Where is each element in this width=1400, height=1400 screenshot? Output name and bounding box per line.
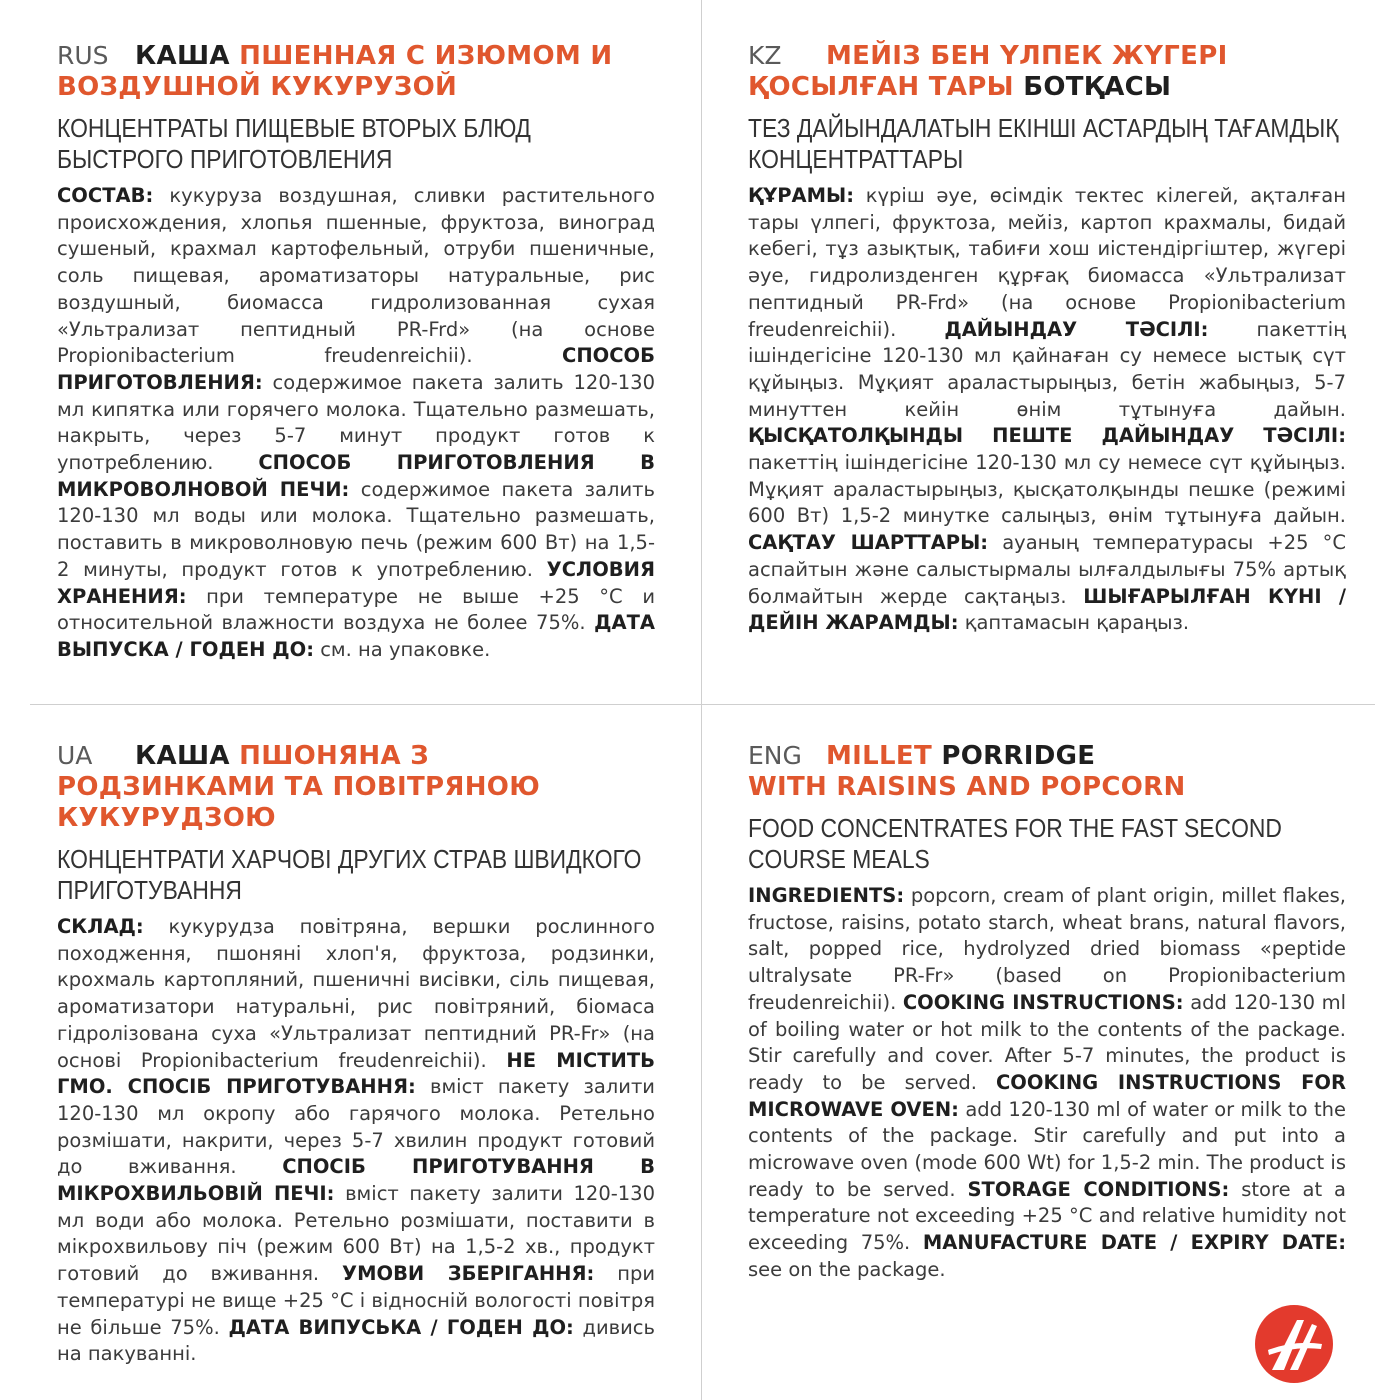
heading-microwave: СПОСІБ ПРИГОТУВАННЯ В МІКРОХВИЛЬОВІЙ ПЕЧІ: (57, 1155, 655, 1206)
text-ingredients: popcorn, cream of plant origin, millet flakes, fructose, raisins, potato starch, wheat brans, natural flavors, salt, popped rice, hydrolyzed dried biomass «peptide ultralysate PR-Fr» (based on Propionibacterium freudenreichii). (748, 884, 1346, 1014)
subtitle-ua: КОНЦЕНТРАТИ ХАРЧОВІ ДРУГИХ СТРАВ ШВИДКОГО ПРИГОТУВАННЯ (57, 844, 642, 905)
subtitle-eng: FOOD CONCENTRATES FOR THE FAST SECOND COURSE MEALS (748, 813, 1282, 874)
heading-ingredients: INGREDIENTS: (748, 884, 905, 907)
title-rus (57, 40, 655, 103)
text-storage: при температуре не выше +25 °С и относительной влажности воздуха не более 75%. (57, 584, 655, 635)
subtitle-rus: КОНЦЕНТРАТЫ ПИЩЕВЫЕ ВТОРЫХ БЛЮД БЫСТРОГО ПРИГОТОВЛЕНИЯ (57, 113, 531, 174)
vertical-divider (701, 0, 702, 1400)
title-dark: PORRIDGE (941, 741, 1096, 771)
heading-cooking: ДАЙЫНДАУ ТӘСІЛІ: (944, 317, 1209, 341)
title-accent: ПШОНЯНА З РОДЗИНКАМИ ТА ПОВІТРЯНОЮ КУКУРУДЗОЮ (57, 741, 541, 833)
text-date: see on the package. (748, 1257, 946, 1281)
heading-storage: УСЛОВИЯ ХРАНЕНИЯ: (57, 557, 655, 608)
text-microwave: содержимое пакета залить 120-130 мл воды или молока. Тщательно размешать, поставить в микроволновую печь (режим 600 Вт) на 1,5-2 минуты, продукт готов к употреблению. (57, 477, 655, 581)
heading-cooking: СПОСОБ ПРИГОТОВЛЕНИЯ: (57, 344, 655, 394)
text-date: см. на упаковке. (314, 637, 491, 661)
panel-eng (748, 740, 1346, 1284)
heading-date: ДАТА ВЫПУСКА / ГОДЕН ДО: (57, 611, 655, 661)
heading-microwave: СПОСОБ ПРИГОТОВЛЕНИЯ В МИКРОВОЛНОВОЙ ПЕЧИ: (57, 451, 655, 501)
text-storage: store at a temperature not exceeding +25 °C and relative humidity not exceeding 75%. (748, 1177, 1347, 1255)
heading-microwave: COOKING INSTRUCTIONS FOR MICROWAVE OVEN: (748, 1070, 1346, 1121)
panel-ua (57, 740, 655, 1368)
heading-gmo: НЕ МІСТИТЬ ГМО. (57, 1048, 656, 1099)
title-accent-2: WITH RAISINS AND POPCORN (748, 772, 1186, 802)
subtitle-kz: ТЕЗ ДАЙЫНДАЛАТЫН ЕКІНШІ АСТАРДЫҢ ТАҒАМДЫҚ КОНЦЕНТРАТТАРЫ (748, 113, 1339, 174)
body-rus (57, 183, 655, 664)
text-microwave: add 120-130 ml of water or milk to the contents of the package. Stir carefully and put into a microwave oven (mode 600 Wt) for 1,5-2 min. The product is ready to be served. (748, 1097, 1346, 1201)
text-date: дивись на пакуванні. (57, 1315, 656, 1366)
title-eng (748, 740, 1346, 803)
body-eng (748, 883, 1346, 1284)
heading-ingredients: ҚҰРАМЫ: (748, 184, 855, 207)
lang-code: UA (57, 741, 93, 770)
text-ingredients: күріш әуе, өсімдік тектес кілегей, ақталған тары үлпегі, фруктоза, мейіз, картоп крахмалы, бидай кебегі, тұз азықтық, табиғи хош иістендіргіштер, жүгері әуе, гидролизденген құрғақ биомасса «Ультрализат пептидный PR-Frd» (на основе Propionibacterium freudenreichii). (748, 184, 1346, 341)
lang-code: ENG (748, 741, 802, 770)
heading-storage: САҚТАУ ШАРТТАРЫ: (748, 531, 989, 555)
title-dark: БОТҚАСЫ (1023, 72, 1172, 102)
text-cooking: содержимое пакета залить 120-130 мл кипятка или горячего молока. Тщательно размешать, накрыть, через 5-7 минут продукт готов к употреблению. (57, 370, 655, 475)
title-accent-1: MILLET (826, 741, 942, 771)
text-ingredients: кукурудза повітряна, вершки рослинного походження, пшоняні хлоп'я, фруктоза, родзинки, крохмаль картопляний, пшеничні висівки, сіль пищевая, ароматизатори натуральні, рис повітряний, біомаса гідролізована суха «Ультрализат пептидний PR-Fr» (на основі Propionibacterium freudenreichii). (57, 915, 655, 1072)
text-storage: ауаның температурасы +25 °С аспайтын және салыстырмалы ылғалдылығы 75% артық болмайтын жерде сақтаңыз. (748, 531, 1346, 608)
body-ua (57, 914, 655, 1368)
text-date: қаптамасын қараңыз. (958, 611, 1190, 635)
heading-date: MANUFACTURE DATE / EXPIRY DATE: (922, 1231, 1346, 1255)
heading-storage: УМОВИ ЗБЕРІГАННЯ: (342, 1262, 595, 1286)
heading-ingredients: СОСТАВ: (57, 184, 154, 207)
title-dark: КАША (135, 741, 240, 771)
text-cooking: add 120-130 ml of boiling water or hot milk to the contents of the package. Stir carefully and cover. After 5-7 minutes, the product is ready to be served. (748, 990, 1346, 1094)
title-accent: ПШЕННАЯ С ИЗЮМОМ И ВОЗДУШНОЙ КУКУРУЗОЙ (57, 41, 613, 102)
title-accent: МЕЙІЗ БЕН ҮЛПЕК ЖҮГЕРІ ҚОСЫЛҒАН ТАРЫ (748, 41, 1228, 102)
lang-code: RUS (57, 41, 109, 70)
horizontal-divider (30, 704, 1375, 705)
heading-cooking: СПОСІБ ПРИГОТУВАННЯ: (112, 1075, 416, 1099)
panel-rus (57, 40, 655, 664)
heading-date: ШЫҒАРЫЛҒАН КҮНІ / ДЕЙІН ЖАРАМДЫ: (748, 584, 1346, 635)
heading-storage: STORAGE CONDITIONS: (967, 1177, 1230, 1201)
heading-date: ДАТА ВИПУСЬКА / ГОДЕН ДО: (228, 1315, 574, 1339)
text-cooking: вміст пакету залити 120-130 мл окропу або гарячого молока. Ретельно розмішати, накрити, через 5-7 хвилин продукт готовий до вживання. (57, 1075, 655, 1179)
text-microwave: пакеттің ішіндегісіне 120-130 мл су немесе сүт құйыңыз. Мұқият араластырыңыз, қысқатолқынды пешке (режимі 600 Вт) 1,5-2 минутке салыңыз, өнім тұтынуға дайын. (748, 451, 1346, 528)
title-dark: КАША (135, 41, 240, 71)
panel-kz (748, 40, 1346, 637)
lang-code: KZ (748, 41, 782, 70)
text-microwave: вміст пакету залити 120-130 мл води або молока. Ретельно розмішати, поставити в мікрохвильову піч (режим 600 Вт) на 1,5-2 хв., продукт готовий до вживання. (57, 1182, 655, 1286)
body-kz (748, 183, 1346, 637)
text-ingredients: кукуруза воздушная, сливки растительного происхождения, хлопья пшенные, фруктоза, виноград сушеный, крахмал картофельный, отруби пшеничные, соль пищевая, ароматизаторы натуральные, рис воздушный, биомасса гидролизованная сухая «Ультрализат пептидный PR-Frd» (на основе Propionibacterium freudenreichii). (57, 184, 655, 368)
title-kz (748, 40, 1346, 103)
heading-cooking: COOKING INSTRUCTIONS: (902, 990, 1184, 1014)
heading-microwave: ҚЫСҚАТОЛҚЫНДЫ ПЕШТЕ ДАЙЫНДАУ ТӘСІЛІ: (748, 424, 1346, 448)
title-ua (57, 740, 655, 834)
text-cooking: пакеттің ішіндегісіне 120-130 мл қайнаған су немесе ыстық сүт құйыңыз. Мұқият араластырыңыз, бетін жабыңыз, 5-7 минуттен кейін өнім тұтынуға дайын. (748, 317, 1346, 421)
text-storage: при температурі не вище +25 °С і відносній вологості повітря не більше 75%. (57, 1262, 656, 1339)
brand-logo-icon (1254, 1304, 1334, 1384)
heading-ingredients: СКЛАД: (57, 915, 144, 938)
